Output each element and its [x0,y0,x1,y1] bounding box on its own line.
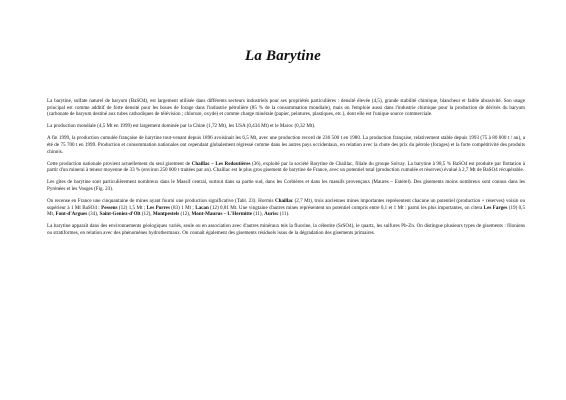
mine-name: Les Porres [146,204,170,211]
document-body [47,98,525,242]
mine-name: Les Farges [483,204,508,211]
page-title: La Barytine [245,48,321,64]
paragraph-6-text: (34), [87,211,100,218]
mine-name: Montpestels [152,211,180,218]
mine-name: Saint-Geniez-d'Olt [99,211,141,218]
paragraph-2: La production mondiale (4,5 Mt en 1999) est largement dominée par la Chine (1,72 Mt), les USA (0,434 Mt) et le Maroc (0,32 Mt). [47,123,316,130]
paragraph-6-text: (11), [252,211,265,218]
paragraph-6-text: (12), [179,211,192,218]
paragraph-6-text: (2,7 Mt), trois anciennes mines importantes représentent chacune un potentiel (production + réserves) voisin ou supérieur à 1 Mt BaSO4 : [47,198,525,211]
mine-name: Chaillac [274,198,294,205]
deposit-name-chaillac: Chaillac – Les Redoutières [191,160,251,167]
mine-name: Mont-Maurus – L'Hermitte [191,211,253,218]
paragraph-1: La barytine, sulfate naturel de baryum (BaSO4), est largement utilisée dans différents secteurs industriels pour ses propriétés particulières : densité élevée (4,5), grande stabilité chimique, blancheur et faible abrasivité. Son usage principal est comme additif de forte densité pour les boues de forage dans l'industrie pétrolière (85 % de la consommation mondiale), mais on l'emploie aussi dans l'industrie chimique pour la production de dérivés du baryum (carbonate de baryum destiné aux tubes cathodiques de télévision ; chlorure, oxyde) et comme charge minérale (papier, peintures, plastiques, etc.), dont elle est l'unique source commerciale. [47,98,525,118]
paragraph-4-text: (36), exploité par la société Barytine de Chaillac, filiale du groupe Solvay. La barytine à 98,5 % BaSO4 est produite par flottation à partir d'un minerai à teneur moyenne de 33 % (environ 250 000 t traitées par an). Chaillac est le plus gros gisement de barytine de France, avec un potentiel total (production cumulée et réserves) évalué à 2,7 Mt de BaSO4 récupérable. [47,160,525,174]
paragraph-6-text: (12), [140,211,153,218]
paragraph-6-text: (19) 0,5 Mt, [47,204,526,218]
mine-name: Font-d'Argues [55,211,88,218]
paragraph-6-text: (83) 1 Mt ; [169,204,196,211]
paragraph-4 [47,161,525,174]
paragraph-5: Les gîtes de barytine sont particulièrement nombreux dans le Massif central, surtout dans sa partie sud, dans les Corbières et dans les massifs provençaux (Maures – Estérel). Des gisements moins nombreux sont connus dans les Pyrénées et les Vosges (Fig. 23). [47,179,525,192]
mine-name: Lacan [195,204,209,211]
paragraph-6 [47,198,525,218]
paragraph-4-text: Cette production nationale provient actuellement du seul gisement de [47,160,192,167]
paragraph-7: La barytine apparaît dans des environnements géologiques variés, seule ou en association avec d'autres minéraux tels la fluorine, la célestite (SrSO4), le quartz, les sulfures Pb-Zn. On distingue plusieurs types de gisements : filoniens ou stratiformes, en relation avec des phénomènes hydrothermaux. On connaît également des gisements résiduels issus de la dégradation des gisements primaires. [47,223,525,236]
paragraph-3: A fin 1999, la production cumulée française de barytine tout-venant depuis 1896 avoisinait les 6,5 Mt, avec une production record de 236 500 t en 1980. La production française, relativement stable depuis 1993 (75 à 80 000 t / an), a été de 75 700 t en 1999. Production et consommation nationales ont cependant globalement régressé comme dans les autres pays occidentaux, en relation avec la chute des prix du pétrole (forages) et la forte compétitivité des produits chinois. [47,135,525,155]
mine-name: Pessens [101,204,118,211]
paragraph-6-text: (12) 1,5 Mt ; [117,204,147,211]
mine-name: Aurisc [264,211,279,218]
paragraph-6-text: On recense en France une cinquantaine de mines ayant fourni une production significative (Tabl. 23). Hormis [47,198,275,205]
paragraph-6-text: (11). [278,211,290,218]
paragraph-6-text: (12) 0,81 Mt. Une vingtaine d'autres mines représentent un potentiel compris entre 0,1 et 1 Mt : parmi les plus importantes, on citera [208,204,484,211]
